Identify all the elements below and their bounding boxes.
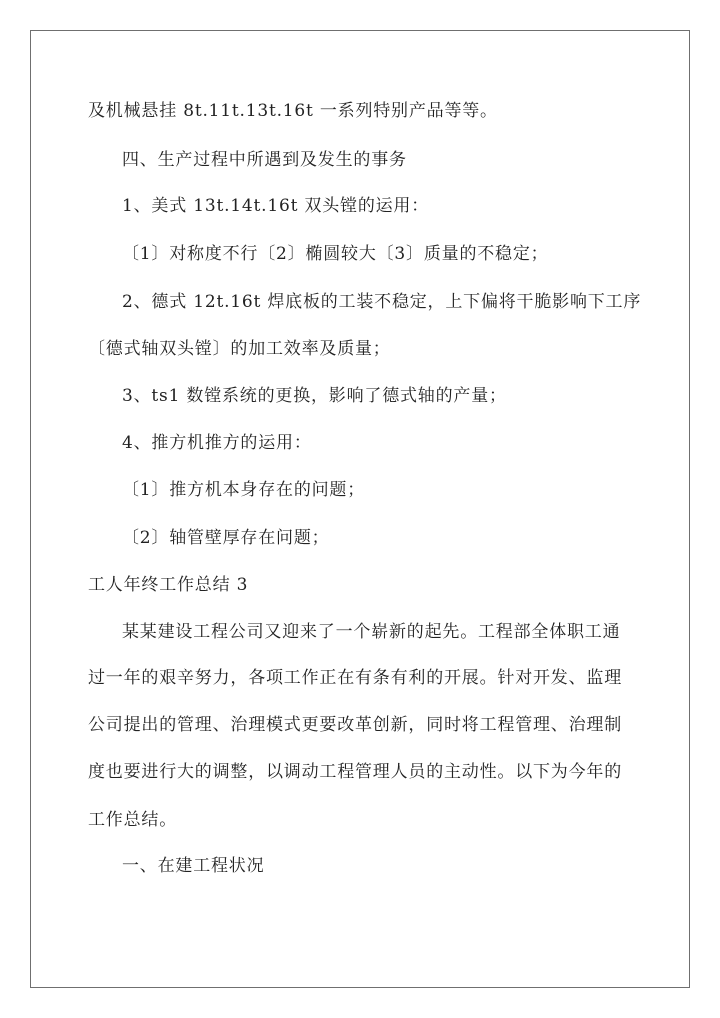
paragraph-line: 公司提出的管理、治理模式更要改革创新，同时将工程管理、治理制 bbox=[88, 715, 622, 735]
section-heading: 四、生产过程中所遇到及发生的事务 bbox=[122, 150, 407, 170]
section-heading: 一、在建工程状况 bbox=[122, 856, 265, 876]
document-heading: 工人年终工作总结 3 bbox=[88, 575, 249, 595]
list-item: 3、ts1 数镗系统的更换，影响了德式轴的产量； bbox=[122, 386, 507, 406]
paragraph-line: 度也要进行大的调整，以调动工程管理人员的主动性。以下为今年的 bbox=[88, 762, 622, 782]
list-item: 〔1〕对称度不行〔2〕椭圆较大〔3〕质量的不稳定； bbox=[122, 244, 549, 264]
list-item: 4、推方机推方的运用： bbox=[122, 433, 312, 453]
paragraph-line: 〔德式轴双头镗〕的加工效率及质量； bbox=[88, 339, 391, 359]
list-item: 〔1〕推方机本身存在的问题； bbox=[122, 480, 366, 500]
list-item: 1、美式 13t.14t.16t 双头镗的运用： bbox=[122, 196, 430, 216]
list-item: 2、德式 12t.16t 焊底板的工装不稳定，上下偏将干脆影响下工序 bbox=[122, 292, 642, 312]
page-border bbox=[30, 30, 690, 988]
paragraph-line: 过一年的艰辛努力，各项工作正在有条有利的开展。针对开发、监理 bbox=[88, 668, 622, 688]
paragraph-line: 某某建设工程公司又迎来了一个崭新的起先。工程部全体职工通 bbox=[122, 622, 621, 642]
paragraph-line: 及机械悬挂 8t.11t.13t.16t 一系列特别产品等等。 bbox=[88, 101, 498, 121]
list-item: 〔2〕轴管壁厚存在问题； bbox=[122, 528, 330, 548]
paragraph-line: 工作总结。 bbox=[88, 810, 177, 830]
